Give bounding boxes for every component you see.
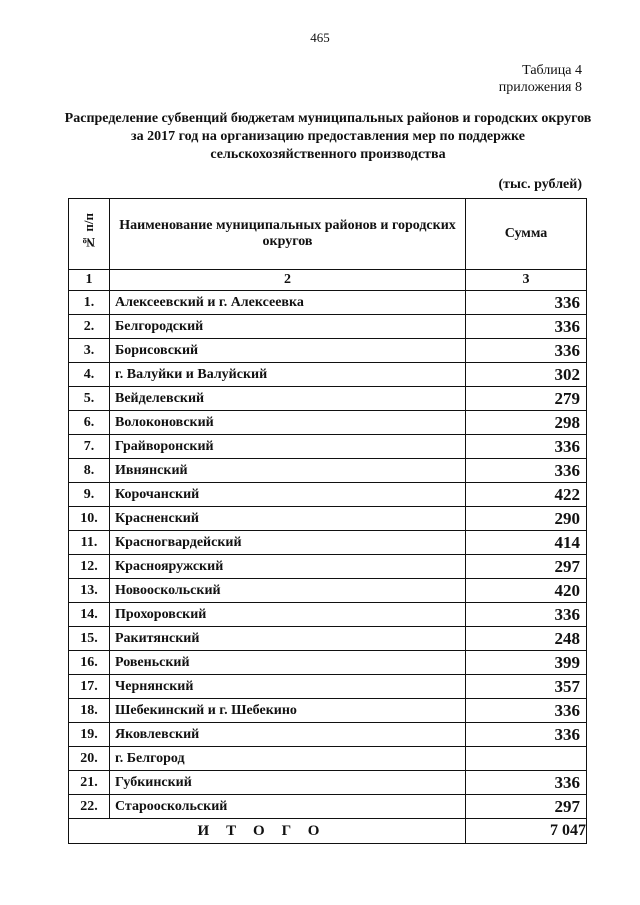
row-sum: 297 <box>466 555 587 579</box>
row-sum: 336 <box>466 435 587 459</box>
row-number: 21. <box>69 771 110 795</box>
total-sum: 7 047 <box>466 819 587 844</box>
row-number: 6. <box>69 411 110 435</box>
row-sum: 336 <box>466 771 587 795</box>
row-number: 10. <box>69 507 110 531</box>
row-number: 15. <box>69 627 110 651</box>
row-name: Борисовский <box>110 339 466 363</box>
row-number: 4. <box>69 363 110 387</box>
row-number: 8. <box>69 459 110 483</box>
row-name: Ровеньский <box>110 651 466 675</box>
row-name: Красногвардейский <box>110 531 466 555</box>
row-name: Чернянский <box>110 675 466 699</box>
row-sum: 336 <box>466 603 587 627</box>
row-name: Белгородский <box>110 315 466 339</box>
table-row <box>69 723 587 747</box>
row-number: 17. <box>69 675 110 699</box>
table-row <box>69 387 587 411</box>
row-sum: 248 <box>466 627 587 651</box>
row-number: 9. <box>69 483 110 507</box>
row-name: Грайворонский <box>110 435 466 459</box>
row-name: Красненский <box>110 507 466 531</box>
row-sum: 336 <box>466 339 587 363</box>
row-sum: 336 <box>466 291 587 315</box>
table-reference-line2: приложения 8 <box>498 80 582 95</box>
row-sum: 422 <box>466 483 587 507</box>
row-name: Шебекинский и г. Шебекино <box>110 699 466 723</box>
table-row <box>69 699 587 723</box>
row-name: Вейделевский <box>110 387 466 411</box>
row-sum: 414 <box>466 531 587 555</box>
row-name: Волоконовский <box>110 411 466 435</box>
row-number: 11. <box>69 531 110 555</box>
table-row <box>69 579 587 603</box>
row-name: г. Белгород <box>110 747 466 771</box>
row-number: 22. <box>69 795 110 819</box>
column-index-row <box>69 270 587 291</box>
row-number: 13. <box>69 579 110 603</box>
row-name: Новооскольский <box>110 579 466 603</box>
row-number: 3. <box>69 339 110 363</box>
row-name: г. Валуйки и Валуйский <box>110 363 466 387</box>
row-name: Ивнянский <box>110 459 466 483</box>
table-row <box>69 795 587 819</box>
page-number: 465 <box>310 30 330 45</box>
table-row <box>69 483 587 507</box>
row-sum <box>466 747 587 771</box>
table-row <box>69 651 587 675</box>
total-row <box>69 819 587 844</box>
table-row <box>69 603 587 627</box>
table-row <box>69 531 587 555</box>
row-sum: 290 <box>466 507 587 531</box>
row-sum: 336 <box>466 315 587 339</box>
table-row <box>69 675 587 699</box>
row-name: Корочанский <box>110 483 466 507</box>
row-sum: 297 <box>466 795 587 819</box>
row-number: 5. <box>69 387 110 411</box>
table-reference-line1: Таблица 4 <box>522 63 582 78</box>
table-row <box>69 507 587 531</box>
row-sum: 336 <box>466 699 587 723</box>
table-row <box>69 435 587 459</box>
document-title: Распределение субвенций бюджетам муниципальных районов и городских округов за 2017 год на организацию предоставления мер по поддержке сельскохозяйственного производства <box>64 111 592 162</box>
row-name: Губкинский <box>110 771 466 795</box>
row-name: Прохоровский <box>110 603 466 627</box>
table-reference <box>499 62 582 96</box>
table-row <box>69 771 587 795</box>
row-name: Краснояружский <box>110 555 466 579</box>
row-number: 19. <box>69 723 110 747</box>
table-row <box>69 627 587 651</box>
column-index: 1 <box>69 270 110 291</box>
row-sum: 399 <box>466 651 587 675</box>
row-name: Ракитянский <box>110 627 466 651</box>
column-index: 3 <box>466 270 587 291</box>
column-index: 2 <box>110 270 466 291</box>
table-row <box>69 459 587 483</box>
row-sum: 302 <box>466 363 587 387</box>
row-number: 12. <box>69 555 110 579</box>
table-body <box>69 291 587 819</box>
table-row <box>69 555 587 579</box>
header-name: Наименование муниципальных районов и городских округов <box>110 199 466 270</box>
row-sum: 336 <box>466 459 587 483</box>
row-number: 1. <box>69 291 110 315</box>
row-name: Алексеевский и г. Алексеевка <box>110 291 466 315</box>
row-number: 16. <box>69 651 110 675</box>
row-sum: 336 <box>466 723 587 747</box>
row-sum: 279 <box>466 387 587 411</box>
table-row <box>69 747 587 771</box>
row-number: 18. <box>69 699 110 723</box>
row-number: 7. <box>69 435 110 459</box>
table-row <box>69 339 587 363</box>
row-number: 14. <box>69 603 110 627</box>
total-label: ИТОГО <box>69 819 466 844</box>
header-sum: Сумма <box>466 199 587 270</box>
table-row <box>69 315 587 339</box>
units-label: (тыс. рублей) <box>498 177 582 192</box>
row-name: Яковлевский <box>110 723 466 747</box>
table-header-row <box>69 199 587 270</box>
row-sum: 357 <box>466 675 587 699</box>
header-num <box>69 199 110 270</box>
table-row <box>69 363 587 387</box>
row-name: Старооскольский <box>110 795 466 819</box>
row-number: 20. <box>69 747 110 771</box>
row-sum: 420 <box>466 579 587 603</box>
row-number: 2. <box>69 315 110 339</box>
table-row <box>69 411 587 435</box>
header-num-label: № п/п <box>81 213 96 250</box>
table-row <box>69 291 587 315</box>
subsidy-table <box>68 198 587 844</box>
row-sum: 298 <box>466 411 587 435</box>
